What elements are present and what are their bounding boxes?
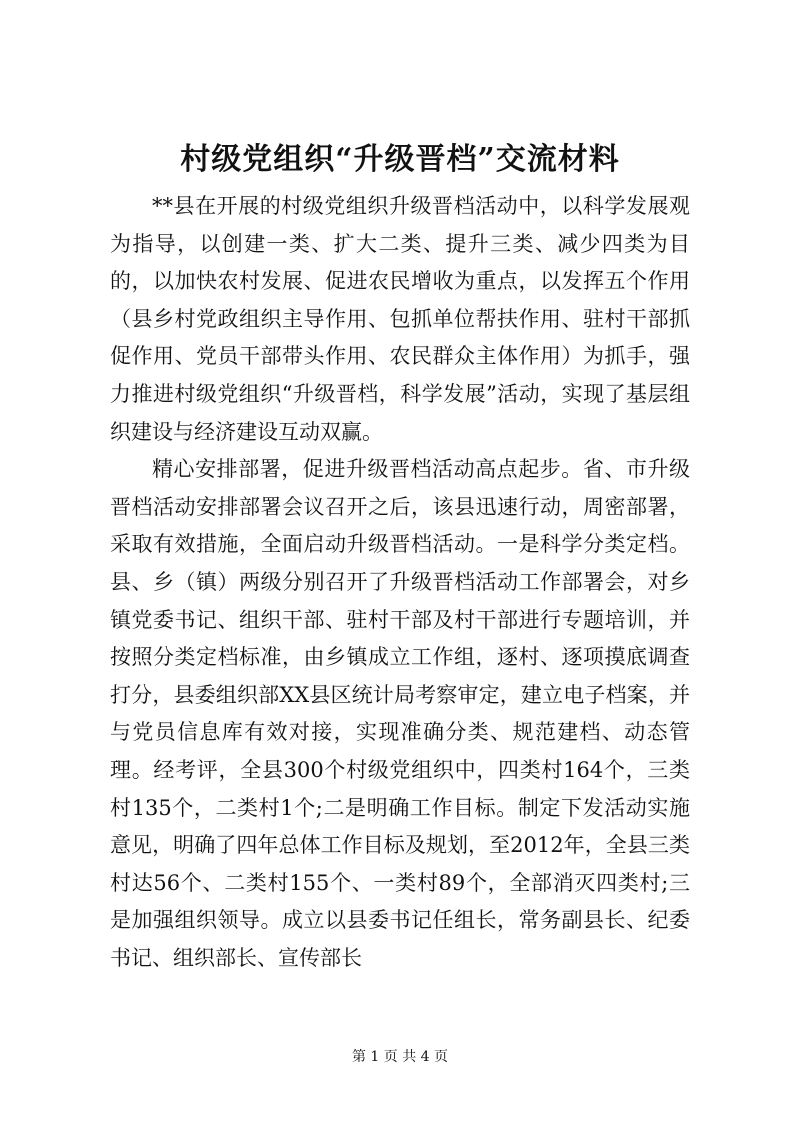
paragraph-intro: **县在开展的村级党组织升级晋档活动中，以科学发展观为指导，以创建一类、扩大二类、提升三类、减少四类为目的，以加快农村发展、促进农民增收为重点，以发挥五个作用（县乡村党政组织主导作用、包抓单位帮扶作用、驻村干部抓促作用、党员干部带头作用、农民群众主体作用）为抓手，强力推进村级党组织“升级晋档，科学发展”活动，实现了基层组织建设与经济建设互动双赢。 <box>110 194 690 444</box>
page-number-footer: 第 1 页 共 4 页 <box>351 1049 449 1065</box>
document-title: 村级党组织“升级晋档”交流材料 <box>180 142 620 177</box>
document-body <box>110 188 690 977</box>
paragraph-deployment: 精心安排部署，促进升级晋档活动高点起步。省、市升级晋档活动安排部署会议召开之后，该县迅速行动，周密部署，采取有效措施，全面启动升级晋档活动。一是科学分类定档。县、乡（镇）两级分别召开了升级晋档活动工作部署会，对乡镇党委书记、组织干部、驻村干部及村干部进行专题培训，并按照分类定档标准，由乡镇成立工作组，逐村、逐项摸底调查打分，县委组织部XX县区统计局考察审定，建立电子档案，并与党员信息库有效对接，实现准确分类、规范建档、动态管理。经考评，全县300个村级党组织中，四类村164个，三类村135个，二类村1个;二是明确工作目标。制定下发活动实施意见，明确了四年总体工作目标及规划，至2012年，全县三类村达56个、二类村155个、一类村89个，全部消灭四类村;三是加强组织领导。成立以县委书记任组长，常务副县长、纪委书记、组织部长、宣传部长 <box>110 457 690 970</box>
